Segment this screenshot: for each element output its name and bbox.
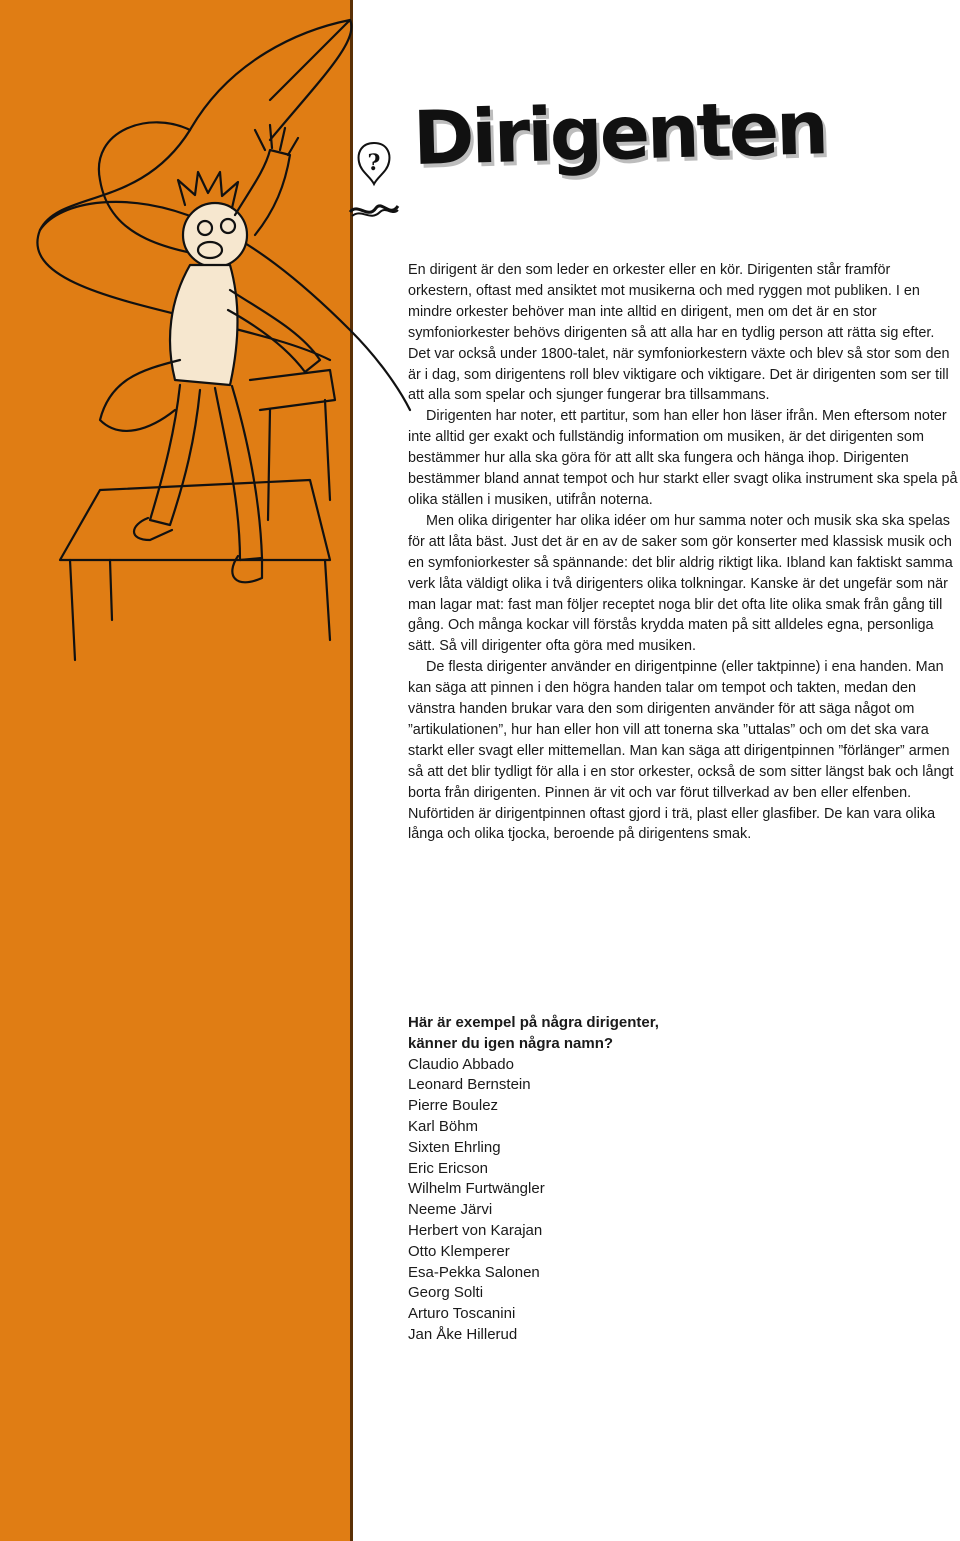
question-mark-icon	[354, 140, 394, 192]
article-paragraph: De flesta dirigenter använder en dirigentpinne (eller taktpinne) i ena handen. Man kan säga att pinnen i den högra handen talar om tempot och takten, medan den vänstra handen brukar vara den som dirigenten använder för att säga något om ”artikulationen”, hur han eller hon vill att tonerna ska ”uttalas” och om det ska vara starkt eller svagt eller mittemellan. Man kan säga att dirigentpinnen ”förlänger” armen så att det blir tydligt för alla i en stor orkester, också de som sitter längst bak och långt borta från dirigenten. Pinnen är vit och var förut tillverkad av ben eller elfenben. Nuförtiden är dirigentpinnen oftast gjord i trä, plast eller glasfiber. De kan vara olika långa och olika tjocka, beroende på dirigentens smak.	[408, 659, 954, 843]
ribbon-doodle-icon	[348, 198, 400, 222]
list-item: Claudio Abbado	[408, 1055, 514, 1073]
article-paragraph: En dirigent är den som leder en orkester eller en kör. Dirigenten står framför orkestern, oftast med ansiktet mot musikerna och med ryggen mot publiken. I en mindre orkester behöver man inte alltid en dirigent, men om det är en stor symfoniorkester behövs dirigenten så att alla har en tydlig person att rätta sig efter. Det var också under 1800-talet, när symfoniorkestern växte och blev så stor som den är i dag, som dirigentens roll blev viktigare och viktigare. Det är dirigenten som ser till att alla som spelar och sjunger fungerar bra tillsammans.	[408, 262, 950, 404]
list-item: Pierre Boulez	[408, 1097, 499, 1115]
list-item: Neeme Järvi	[408, 1201, 493, 1219]
article-paragraph: Dirigenten har noter, ett partitur, som han eller hon läser ifrån. Men eftersom noter inte alltid ger exakt och fullständig information om musiken, är det dirigenten som bestämmer hur alla ska göra för att allt ska fungera och hänga ihop. Dirigenten bestämmer bland annat tempot och hur starkt eller svagt olika instrument ska spela på olika ställen i musiken, utifrån noterna.	[408, 408, 958, 508]
list-item: Karl Böhm	[408, 1117, 479, 1135]
list-item: Georg Solti	[408, 1284, 484, 1302]
article-body	[408, 260, 958, 845]
conductor-name-list	[408, 1055, 928, 1346]
list-item: Arturo Toscanini	[408, 1305, 516, 1323]
list-item: Eric Ericson	[408, 1159, 489, 1177]
list-item: Sixten Ehrling	[408, 1138, 501, 1156]
list-item: Esa-Pekka Salonen	[408, 1263, 540, 1281]
examples-heading-line1: Här är exempel på några dirigenter,	[408, 1014, 659, 1031]
examples-heading-line2: känner du igen några namn?	[408, 1034, 614, 1052]
list-item: Wilhelm Furtwängler	[408, 1180, 545, 1198]
conductor-illustration	[0, 0, 420, 700]
page-title: Dirigenten	[412, 85, 827, 182]
list-item: Otto Klemperer	[408, 1242, 510, 1260]
conductor-examples	[408, 1013, 928, 1346]
svg-text:?: ?	[367, 150, 381, 176]
list-item: Leonard Bernstein	[408, 1076, 531, 1094]
list-item: Herbert von Karajan	[408, 1221, 543, 1239]
article-paragraph: Men olika dirigenter har olika idéer om hur samma noter och musik ska ska spelas för att låta bäst. Just det är en av de saker som gör konserter med klassisk musik och en symfoniorkester så spännande: det blir aldrig riktigt lika. Ibland kan faktiskt samma verk låta väldigt olika i två dirigenters olika tolkningar. Kanske är det ungefär som när man lagar mat: fast man följer receptet noga blir det ofta lite olika smak från gång till gång. Och många kockar vill förstås krydda maten på sitt alldeles egna, personliga sätt. Så vill dirigenter ofta göra med musiken.	[408, 512, 953, 655]
list-item: Jan Åke Hillerud	[408, 1325, 518, 1343]
